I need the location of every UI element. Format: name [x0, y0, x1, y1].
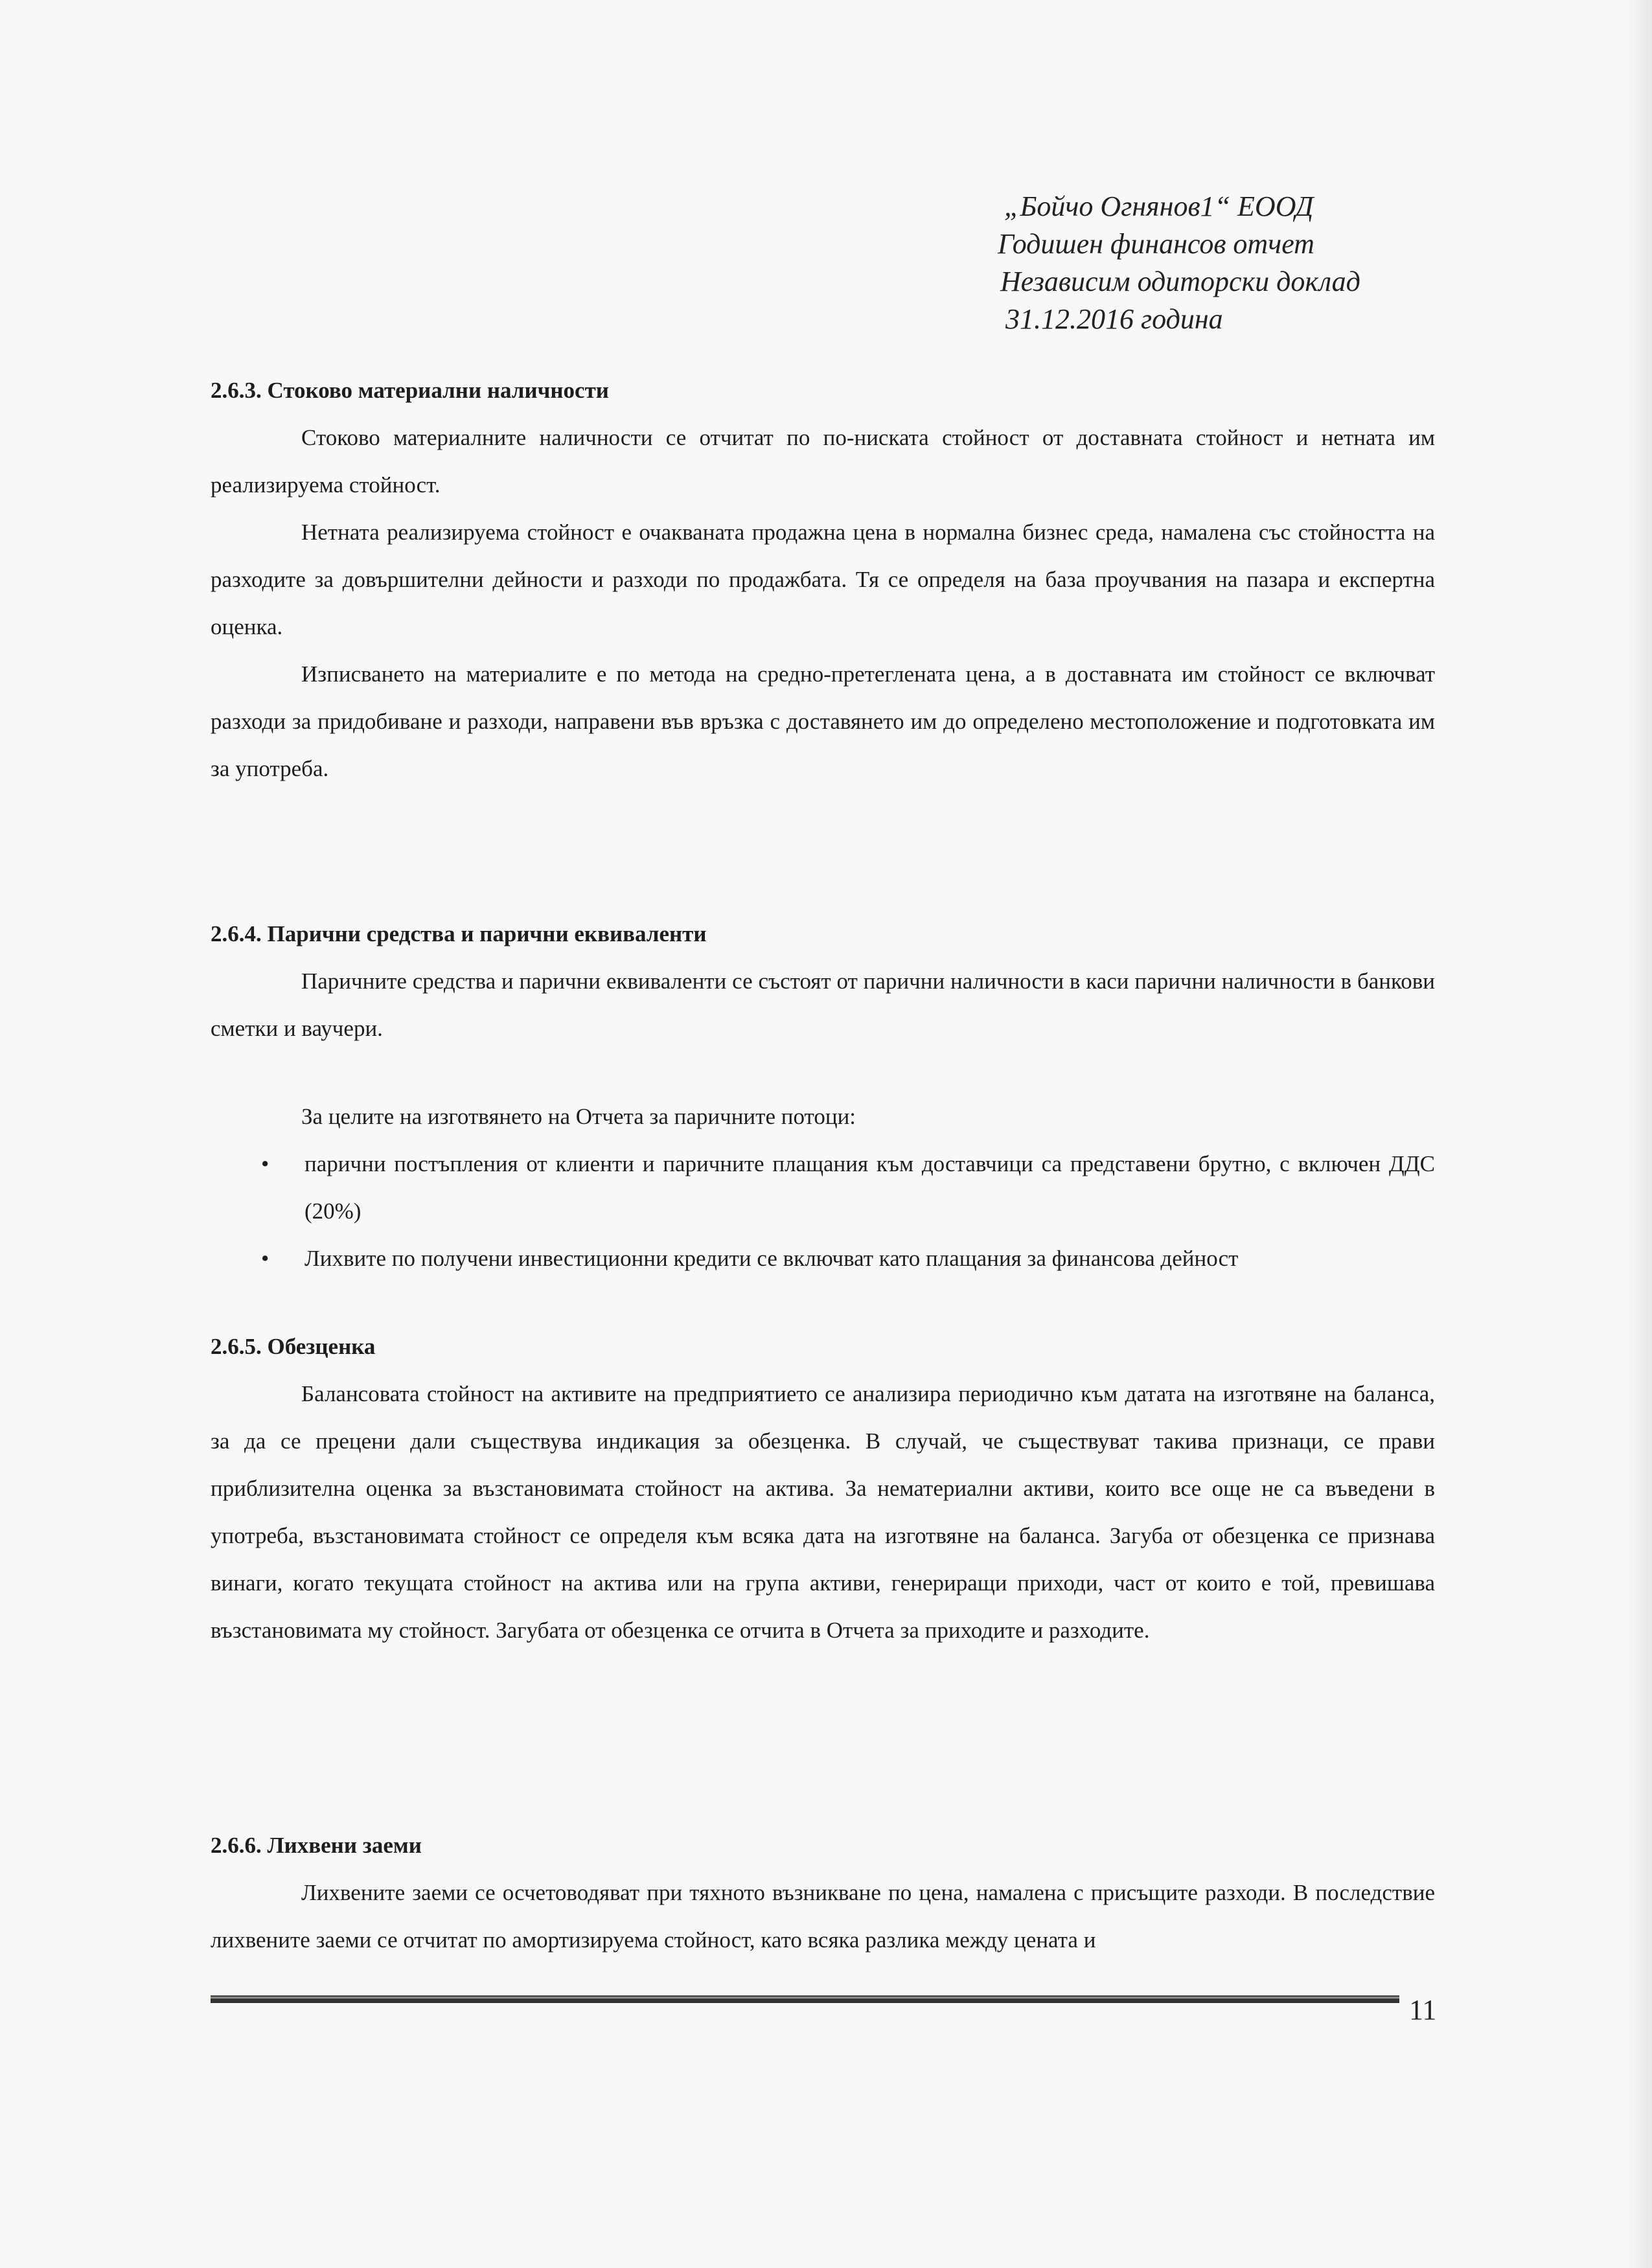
header-date: 31.12.2016 година	[1005, 303, 1223, 335]
header-report-title: Годишен финансов отчет	[998, 228, 1314, 260]
section-heading: 2.6.4. Парични средства и парични еквиваленти	[211, 921, 707, 946]
paragraph: Стоково материалните наличности се отчитат по по-ниската стойност от доставната стойност и нетната им реализируема стойност.	[211, 425, 1435, 498]
page-number: 11	[1409, 1994, 1437, 2026]
list-item	[211, 1235, 1435, 1282]
header-audit-report: Независим одиторски доклад	[1000, 266, 1360, 297]
header-company: „Бойчо Огнянов1“ ЕООД	[1004, 190, 1314, 222]
paragraph: Паричните средства и парични еквиваленти се състоят от парични наличности в каси парични наличности в банкови сметки и ваучери.	[211, 968, 1435, 1041]
bullet-list	[211, 1140, 1435, 1282]
section-2-6-6	[211, 1822, 1435, 1964]
footer-rule	[211, 1995, 1399, 2003]
section-2-6-3	[211, 367, 1435, 792]
bullet-icon: •	[261, 1246, 270, 1271]
section-heading: 2.6.5. Обезценка	[211, 1334, 376, 1359]
list-item-text: Лихвите по получени инвестиционни кредити се включват като плащания за финансова дейност	[304, 1246, 1239, 1271]
section-2-6-5	[211, 1323, 1435, 1654]
paragraph: Балансовата стойност на активите на предприятието се анализира периодично към датата на изготвяне на баланса, за да се прецени дали съществува индикация за обезценка. В случай, че съществуват такива признаци, се прави приблизителна оценка за възстановимата стойност на актива. За нематериални активи, които все още не са въведени в употреба, възстановимата стойност се определя към всяка дата на изготвяне на баланса. Загуба от обезценка се признава винаги, когато текущата стойност на актива или на група активи, генериращи приходи, част от които е той, превишава възстановимата му стойност. Загубата от обезценка се отчита в Отчета за приходите и разходите.	[211, 1381, 1435, 1643]
section-2-6-4	[211, 910, 1435, 1282]
paragraph: За целите на изготвянето на Отчета за паричните потоци:	[301, 1104, 856, 1129]
document-header	[985, 188, 1477, 338]
paragraph: Нетната реализируема стойност е очакваната продажна цена в нормална бизнес среда, намалена със стойността на разходите за довършителни дейности и разходи по продажбата. Тя се определя на база проучвания на пазара и експертна оценка.	[211, 520, 1435, 639]
scan-edge	[1626, 0, 1652, 2268]
section-heading: 2.6.3. Стоково материални наличности	[211, 378, 609, 403]
bullet-icon: •	[261, 1151, 270, 1176]
list-item-text: парични постъпления от клиенти и паричните плащания към доставчици са представени брутно, с включен ДДС (20%)	[304, 1151, 1435, 1224]
paragraph: Лихвените заеми се осчетоводяват при тяхното възникване по цена, намалена с присъщите разходи. В последствие лихвените заеми се отчитат по амортизируема стойност, като всяка разлика между цената и	[211, 1880, 1435, 1953]
paragraph: Изписването на материалите е по метода на средно-претеглената цена, а в доставната им стойност се включват разходи за придобиване и разходи, направени във връзка с доставянето им до определено местоположение и подготовката им за употреба.	[211, 661, 1435, 781]
list-item	[211, 1140, 1435, 1235]
section-heading: 2.6.6. Лихвени заеми	[211, 1833, 422, 1858]
